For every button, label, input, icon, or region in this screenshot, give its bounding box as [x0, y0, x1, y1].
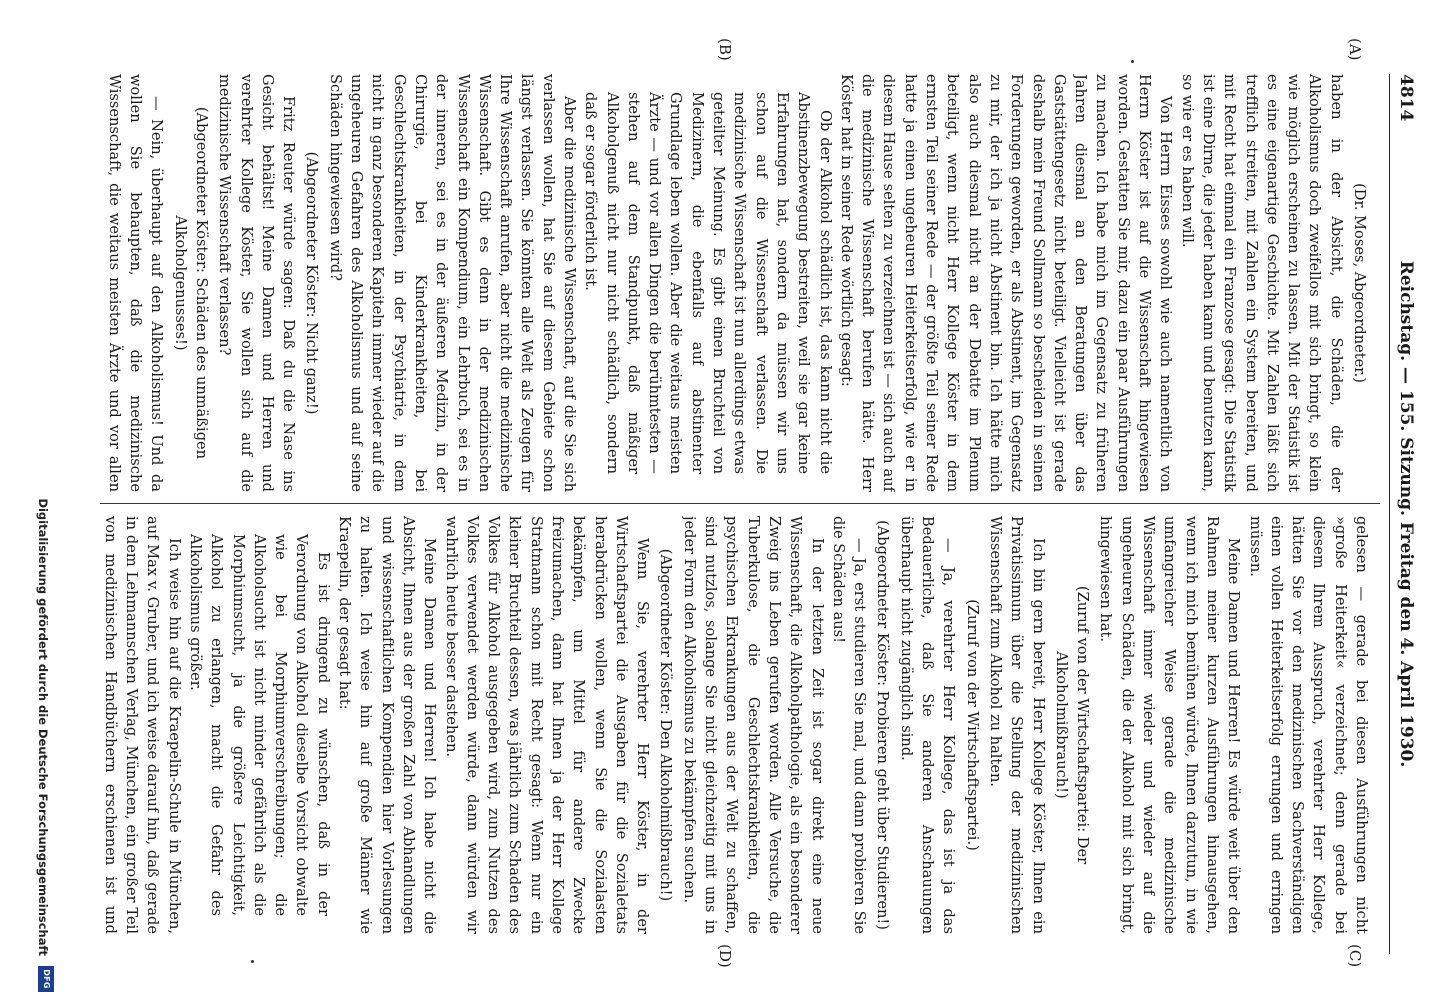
credit-text: Digitalisierung gefördert durch die Deutsche Forschungsgemeinschaft: [36, 498, 50, 956]
column-divider: [100, 503, 1380, 504]
page-number: 4814: [1396, 74, 1416, 122]
interjection: (Dr. Moses, Abgeordneter.): [1351, 183, 1368, 383]
paragraph: Von Herrn Eisses sowohl wie auch namentlich von Herrn Köster ist auf die Wissenschaft hingewiesen worden. Gestatten Sie mir, dazu ein paar Ausführungen zu machen. Ich habe mich im Gegensatz zu früheren Jahren diesmal an den Beratungen über das Gaststättengesetz nicht beteiligt. Vielleicht ist gerade deshalb mein Freund Sollmann so bescheiden in seinen Forderungen geworden, er als Abstinent, im Gegensatz zu mir, der ich ja nicht Abstinent bin. Ich hätte mich also auch diesmal nicht an der Debatte im Plenum beteiligt, wenn nicht Herr Kollege Köster in dem ernsten Teil seiner Rede — der größte Teil seiner Rede hatte ja einen ungeheuren Heiterkeitserfolg, wie er in diesem Hause selten zu verzeichnen ist — sich auch auf die medizinische Wissenschaft berufen hätte. Herr Köster hat in seiner Rede wörtlich gesagt:: [837, 74, 1175, 492]
quoted-passage: Es ist dringend zu wünschen, daß in der Verordnung von Alkohol dieselbe Vorsicht obwalte wie bei Morphiumverschreibungen; die Alkoholsucht ist nicht minder gefährlich als die Morphiumsucht, ja die größere Leichtigkeit, Alkohol zu erlangen, macht die Gefahr des Alkoholismus größer.: [186, 534, 332, 916]
dfg-logo: DFG: [38, 966, 54, 992]
paragraph: Ich weise hin auf die Kraepelin-Schule in München, auf Max v. Gruber, und ich weise darauf hin, daß gerade in dem Lehmannschen Verlag, München, ein großer Teil von medizinischen Handbüchern erschienen ist und: [102, 516, 183, 934]
paragraph: Fritz Reuter würde sagen: Daß du die Nase ins Gesicht behältst! Meine Damen und Herren und verehrter Kollege Köster, Sie wollen sich auf die medizinische Wissenschaft verlassen?: [216, 74, 298, 492]
margin-mark-c: (C): [1346, 944, 1364, 968]
paragraph: — Ja, erst studieren Sie mal, und dann probieren Sie die Schäden aus!: [829, 516, 869, 934]
left-column: [102, 74, 1372, 492]
paragraph: — Ja, verehrter Herr Kollege, das ist ja das Bedauerliche, daß Sie anderen Anschauungen überhaupt nicht zugänglich sind.: [897, 516, 958, 934]
paragraph: In der letzten Zeit ist sogar direkt eine neue Wissenschaft, die Alkoholpathologie, als ein besonderer Zweig ins Leben gerufen worden. Alle Versuche, die Tuberkulose, die Geschlechtskrankheiten, die psychischen Erkrankungen aus der Welt zu schaffen, sind nutzlos, solange Sie nicht gleichzeitig mit uns in jeder Form den Alkoholismus zu bekämpfen suchen.: [680, 516, 826, 934]
interjection: (Abgeordneter Köster: Schäden des unmäßigen Alkoholgenusses!): [171, 106, 210, 460]
margin-mark-b: (B): [716, 38, 734, 61]
scan-speck: [251, 960, 254, 963]
paragraph: — Nein, überhaupt auf den Alkoholismus! Und da wollen Sie behaupten, daß die medizinische Wissenschaft, die weitaus meisten Ärzte und vor allen: [105, 74, 166, 492]
interjection: (Abgeordneter Köster: Nicht ganz!): [303, 151, 321, 415]
paragraph: Aber die medizinische Wissenschaft, auf die Sie sich verlassen wollen, hat Sie auf diesem Gebiete schon längst verlassen. Sie könnten alle Welt als Zeugen für Ihre Wissenschaft anrufen, aber nicht die medizinische Wissenschaft. Gibt es denn in der medizinischen Wissenschaft ein Kompendium, ein Lehrbuch, sei es in der inneren, sei es in der äußeren Medizin, in der Chirurgie, bei Kinderkrankheiten, bei Geschlechtskrankheiten, in der Psychiatrie, in dem nicht in ganz besonderen Kapiteln immer wieder auf die ungeheuren Gefahren des Alkoholismus und auf seine Schäden hingewiesen wird?: [326, 74, 579, 492]
paragraph: haben in der Absicht, die Schäden, die der Alkoholismus doch zweifellos mit sich bringt, so klein wie möglich erscheinen zu lassen. Mit der Statistik ist es eine eigenartige Geschichte. Mit Zahlen läßt sich trefflich streiten, mit Zahlen ein System bereiten, und mit Recht hat einmal ein Franzose gesagt: Die Statistik ist eine Dirne, die jeder haben kann und benutzen kann, so wie er es haben will.: [1178, 74, 1345, 492]
interjection: (Abgeordneter Köster: Den Alkoholmißbrauch!): [657, 548, 675, 902]
paragraph: Ich bin gern bereit, Herr Kollege Köster, Ihnen ein Privatissimum über die Stellung der medizinischen Wissenschaft zum Alkohol zu halten.: [986, 516, 1047, 934]
interjection: (Zuruf von der Wirtschaftspartei: Der Alkoholmißbrauch!): [1052, 585, 1092, 865]
interjection: (Abgeordneter Köster: Probieren geht über Studieren!): [874, 520, 892, 930]
paragraph: Meine Damen und Herren! Ich habe nicht die Absicht, Ihnen aus der großen Zahl von Abhandlungen und wissenschaftlichen Kompendien hier Vorlesungen zu halten. Ich weise hin auf große Männer wie Kraepelin, der gesagt hat:: [336, 516, 439, 934]
scan-speck: [1131, 60, 1134, 63]
paragraph: gelesen — gerade bei diesen Ausführungen nicht »große Heiterkeit« verzeichnet; denn gerade bei diesem Ihrem Ausspruch, verehrter Herr Kollege, hätten Sie vor den medizinischen Sachverständigen einen vollen Heiterkeitserfolg errungen und erringen müssen.: [1246, 516, 1370, 934]
running-head: Reichstag. — 155. Sitzung. Freitag den 4. April 1930.: [1396, 260, 1416, 768]
page-header: [1389, 74, 1430, 954]
paragraph: Wenn Sie, verehrter Herr Köster, in der Wirtschaftspartei die Ausgaben für die Sozialetats herabdrücken wollen, wenn Sie die Sozialasten bekämpfen, um Mittel für andere Zwecke freizumachen, dann hat Ihnen ja der Herr Kollege Stratmann schon mit Recht gesagt: Wenn nur ein kleiner Bruchteil dessen, was jährlich zum Schaden des Volkes für Alkohol ausgegeben wird, zum Nutzen des Volkes verwendet werden würde, dann würden wir wahrlich heute besser dastehen.: [442, 516, 652, 934]
paragraph: Meine Damen und Herren! Es würde weit über den Rahmen meiner kurzen Ausführungen hinausgehen, wenn ich mich bemühen würde, Ihnen darzutun, in wie umfangreicher Weise gerade die medizinische Wissenschaft immer wieder und wieder auf die ungeheuren Schäden, die der Alkohol mit sich bringt, hingewiesen hat.: [1097, 516, 1243, 934]
interjection: (Zuruf von der Wirtschaftspartei.): [963, 599, 981, 851]
margin-mark-d: (D): [716, 944, 734, 968]
right-column: [102, 516, 1372, 934]
quoted-passage: Ob der Alkohol schädlich ist, das kann nicht die Abstinenzbewegung bestreiten, weil sie gar keine Erfahrungen hat, sondern da müssen wir uns schon auf die Wissenschaft verlassen. Die medizinische Wissenschaft ist nun allerdings etwas geteilter Meinung. Es gibt einen Bruchteil von Medizinern, die ebenfalls auf abstinenter Grundlage leben wollen. Aber die weitaus meisten Ärzte — und vor allen Dingen die berühmtesten — stehen auf dem Standpunkt, daß mäßiger Alkoholgenuß nicht nur nicht schädlich, sondern daß er sogar förderlich ist.: [582, 92, 834, 474]
digitization-credit: [34, 0, 68, 996]
margin-mark-a: (A): [1346, 38, 1364, 61]
